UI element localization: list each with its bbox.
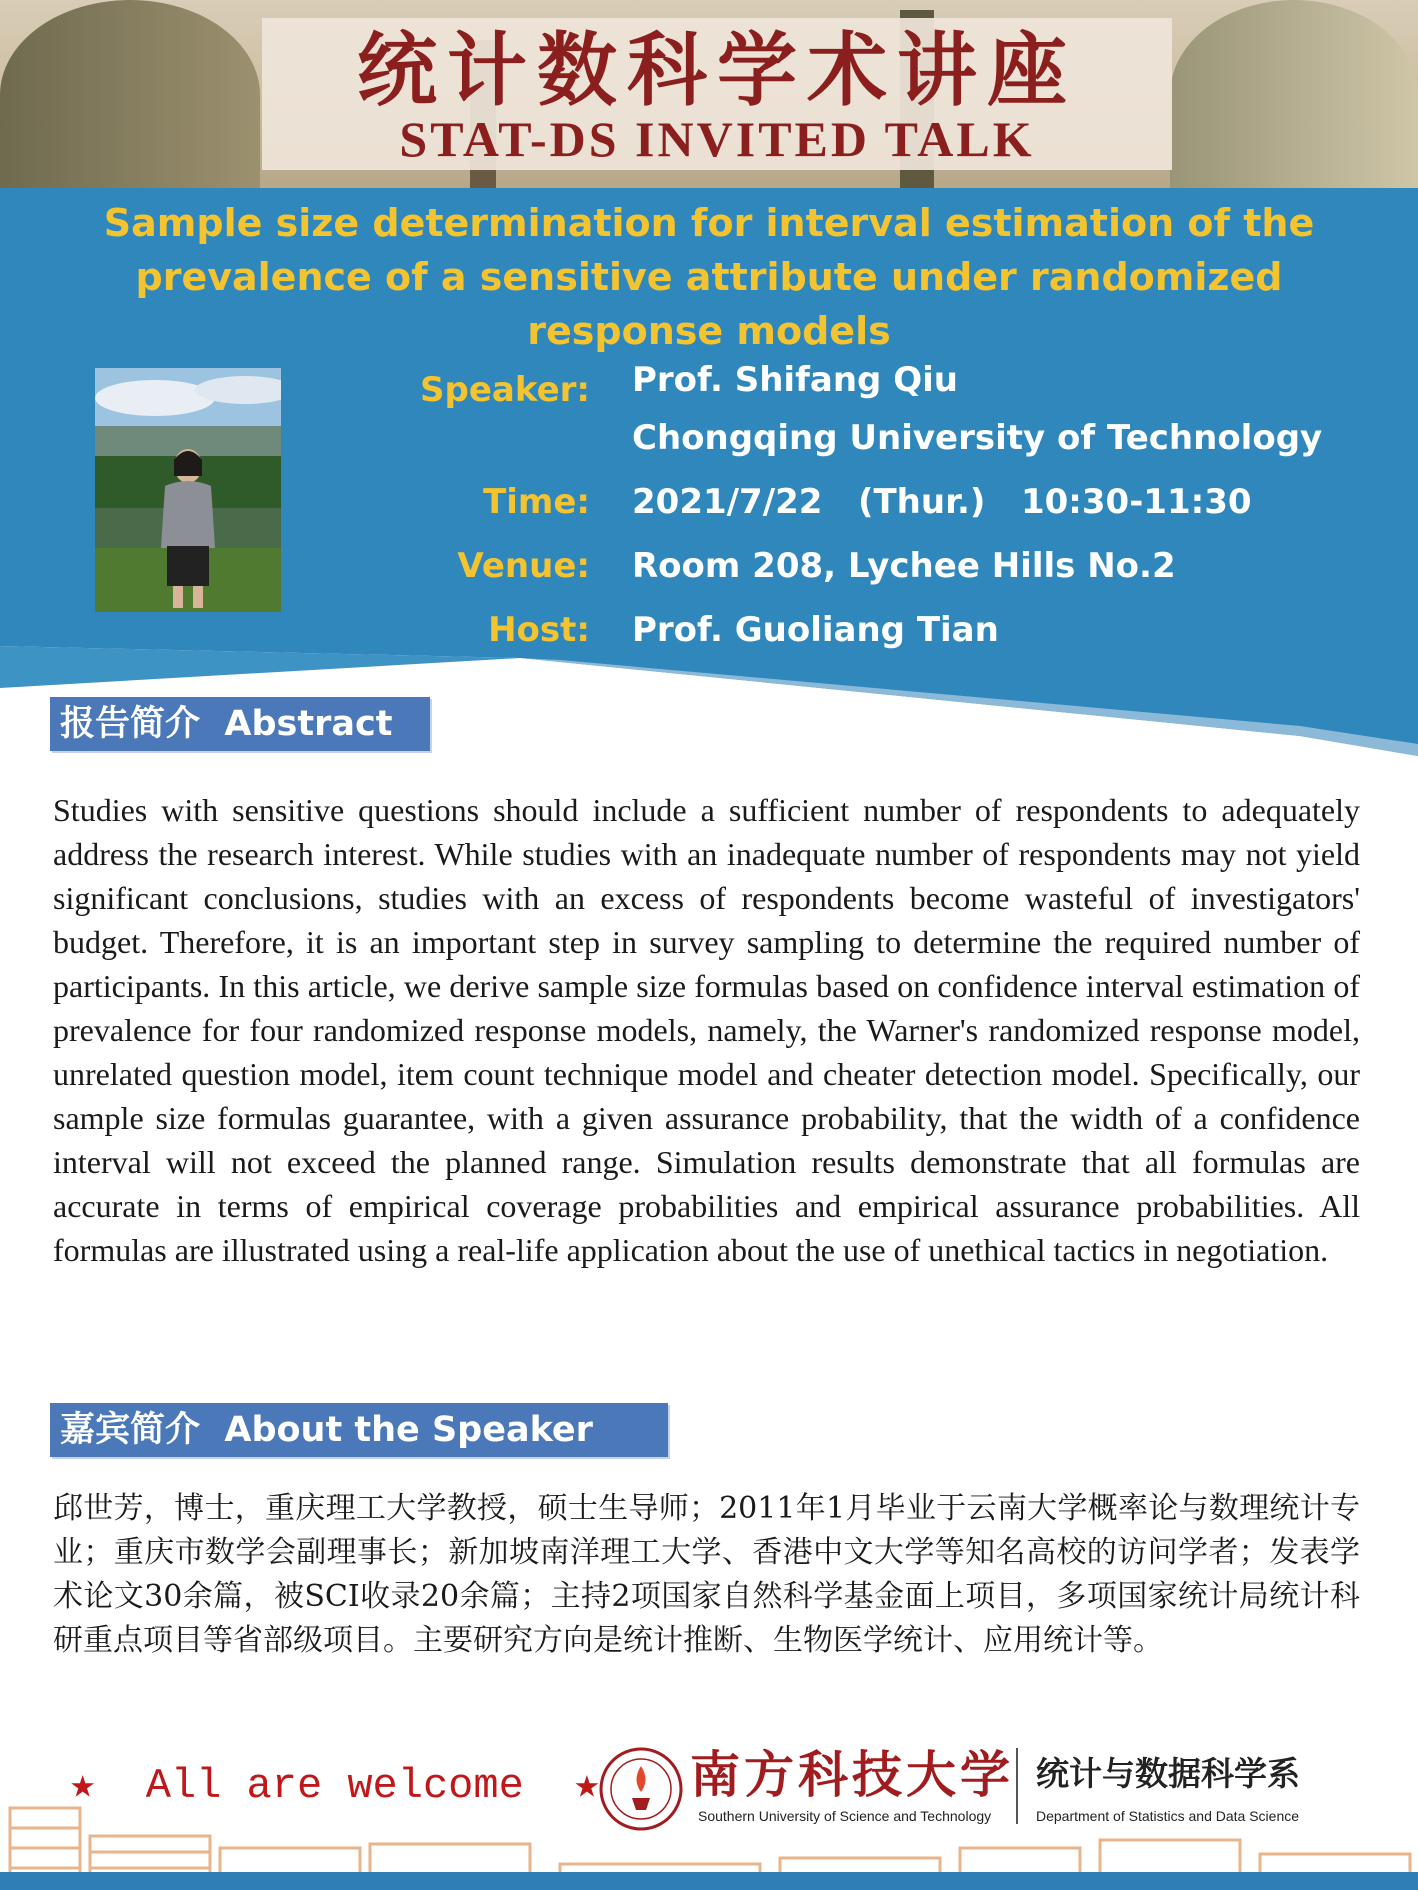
star-icon: ★ [574,1762,600,1810]
series-title-chinese: 统计数科学术讲座 [357,23,1077,117]
welcome-text: All are welcome [145,1762,524,1810]
speaker-label: Speaker: [420,370,590,410]
abstract-heading: 报告简介 Abstract [50,697,430,751]
venue-label: Venue: [457,546,590,586]
time-value: 2021/7/22 (Thur.) 10:30-11:30 [632,482,1252,522]
speaker-name: Prof. Shifang Qiu [632,360,958,400]
speaker-affiliation: Chongqing University of Technology [632,418,1323,458]
abstract-text: Studies with sensitive questions should include a sufficient number of respondents to adequately address the research interest. While studies with an inadequate number of respondents may not yield significant conclusions, studies with an excess of respondents become wasteful of investigators' budget. Therefore, it is an important step in survey sampling to determine the required number of participants. In this article, we derive sample size formulas based on confidence interval estimation of prevalence for four randomized response models, namely, the Warner's randomized response model, unrelated question model, item count technique model and cheater detection model. Specifically, our sample size formulas guarantee, with a given assurance probability, that the width of a confidence interval will not exceed the planned range. Simulation results demonstrate that all formulas are accurate in terms of empirical coverage probabilities and empirical assurance probabilities. All formulas are illustrated using a real-life application about the use of unethical tactics in negotiation. [53,792,1360,1268]
time-label: Time: [483,482,590,522]
department-name-chinese: 统计与数据科学系 [1036,1754,1300,1793]
university-name-english: Southern University of Science and Technology [698,1808,992,1824]
speaker-bio-heading: 嘉宾简介 About the Speaker [50,1403,668,1457]
talk-title: Sample size determination for interval estimation of the prevalence of a sensitive attribute under randomized response models [103,201,1315,353]
series-title-english: STAT-DS INVITED TALK [399,111,1035,167]
speaker-bio-text: 邱世芳，博士，重庆理工大学教授，硕士生导师；2011年1月毕业于云南大学概率论与数理统计专业；重庆市数学会副理事长；新加坡南洋理工大学、香港中文大学等知名高校的访问学者；发表学术论文30余篇，被SCI收录20余篇；主持2项国家自然科学基金面上项目，多项国家统计局统计科研重点项目等省部级项目。主要研究方向是统计推断、生物医学统计、应用统计等。 [53,1491,1360,1658]
logo-divider [1016,1748,1018,1824]
host-value: Prof. Guoliang Tian [632,610,999,650]
university-name-chinese: 南方科技大学 [690,1745,1014,1804]
department-name-english: Department of Statistics and Data Science [1036,1808,1300,1824]
university-emblem-icon [598,1746,684,1832]
venue-value: Room 208, Lychee Hills No.2 [632,546,1176,586]
star-icon: ★ [70,1762,96,1810]
host-label: Host: [488,610,590,650]
speaker-photo [95,368,281,612]
bottom-bar [0,1872,1418,1890]
welcome-message [70,1758,600,1814]
